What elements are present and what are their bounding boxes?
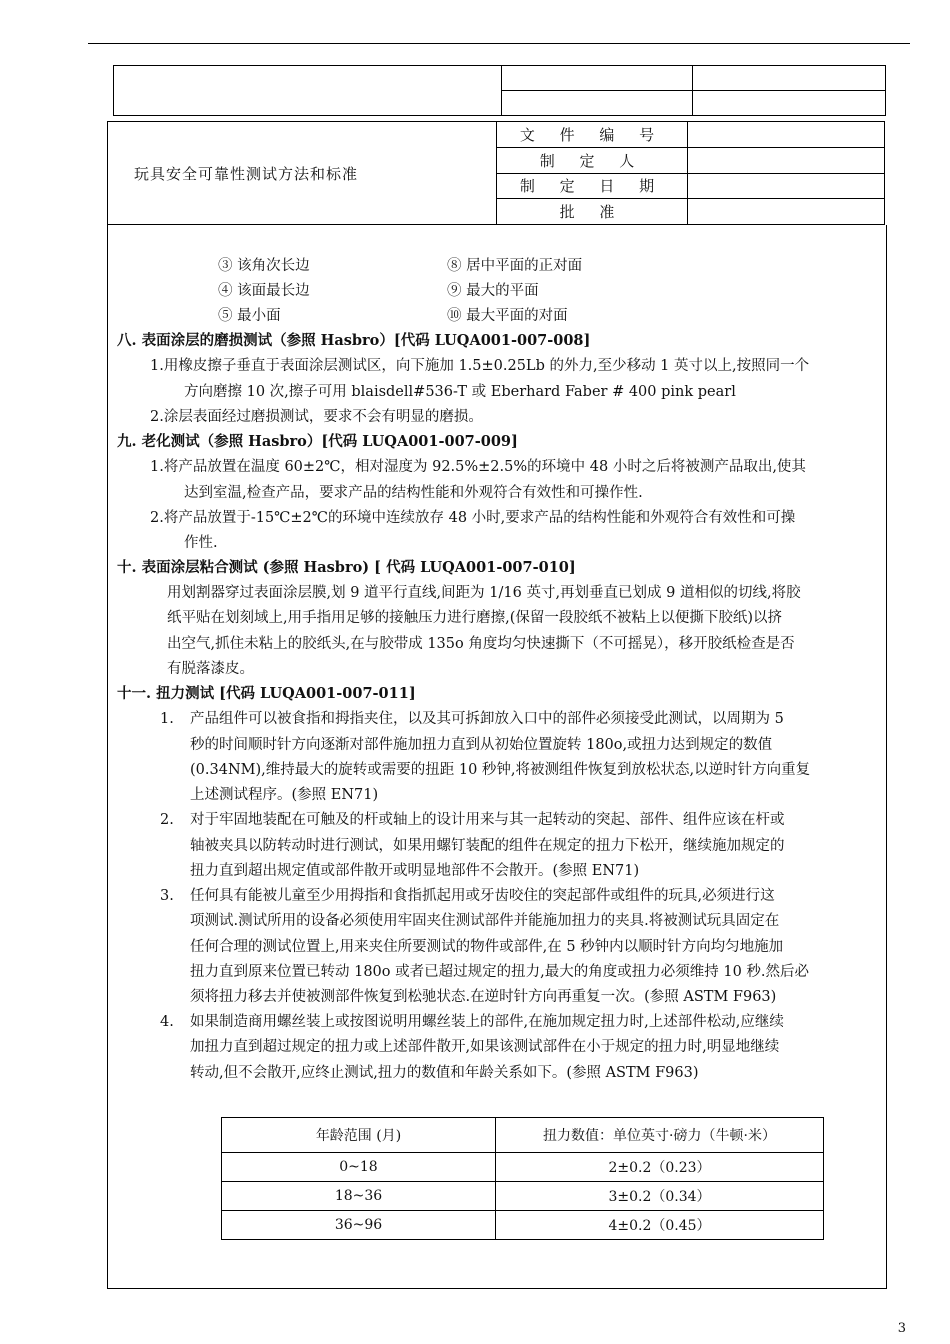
item-1-text: 上述测试程序。(参照 EN71): [190, 787, 379, 803]
item-4-text: 如果制造商用螺丝装上或按图说明用螺丝装上的部件,在施加规定扭力时,上述部件松动,应继续: [190, 1014, 784, 1030]
header-rule: [88, 43, 910, 44]
table-header-torque: 扭力数值：单位英寸·磅力（牛顿·米）: [496, 1118, 824, 1153]
section-10-text: 纸平贴在划刻域上,用手指用足够的接触压力进行磨擦,(保留一段胶纸不被粘上以便撕下胶纸)以挤: [167, 610, 783, 626]
surface-item: ⑩ 最大平面的对面: [447, 308, 568, 324]
revision-table: [113, 65, 886, 116]
section-9-text: 2.将产品放置于-15℃±2℃的环境中连续放存 48 小时,要求产品的结构性能和外观符合有效性和可操: [150, 510, 796, 526]
doc-number-value: [688, 122, 885, 148]
item-3-text: 项测试.测试所用的设备必须使用牢固夹住测试部件并能施加扭力的夹具.将被测试玩具固定在: [190, 913, 780, 929]
torque-table: [221, 1117, 824, 1240]
torque-cell: 4±0.2（0.45）: [496, 1211, 824, 1240]
section-11-title: 十一. 扭力测试 [代码 LUQA001-007-011]: [117, 685, 416, 702]
item-3-text: 扭力直到原来位置已转动 180o 或者已超过规定的扭力,最大的角度或扭力必须维持 10 秒.然后必: [190, 964, 810, 980]
item-2-text: 扭力直到超出规定值或部件散开或明显地部件不会散开。(参照 EN71): [190, 863, 640, 879]
surface-item: ③ 该角次长边: [218, 258, 310, 274]
date-label: 制 定 日 期: [497, 173, 688, 199]
surface-item: ⑤ 最小面: [218, 308, 281, 324]
section-9-text: 1.将产品放置在温度 60±2℃，相对湿度为 92.5%±2.5%的环境中 48 小时之后将被测产品取出,使其: [150, 459, 806, 475]
page-number: 3: [897, 1321, 906, 1336]
section-9-text: 作性.: [184, 535, 218, 551]
table-row: [222, 1182, 824, 1211]
age-cell: 0~18: [222, 1153, 496, 1182]
section-10-text: 出空气,抓住未粘上的胶纸头,在与胶带成 135o 角度均匀快速撕下（不可摇晃），移开胶纸检查是否: [167, 636, 795, 652]
item-number: 4.: [160, 1014, 174, 1030]
item-1-text: 秒的时间顺时针方向逐渐对部件施加扭力直到从初始位置旋转 180o,或扭力达到规定的数值: [190, 737, 773, 753]
table-row: [222, 1153, 824, 1182]
revision-cell: [114, 66, 502, 116]
document-title: 玩具安全可靠性测试方法和标准: [108, 122, 497, 225]
section-10-text: 用划割器穿过表面涂层膜,划 9 道平行直线,间距为 1/16 英寸,再划垂直已划成 9 道相似的切线,将胶: [167, 585, 801, 601]
approval-value: [688, 199, 885, 225]
approval-label: 批 准: [497, 199, 688, 225]
revision-cell: [693, 91, 886, 116]
section-10-title: 十. 表面涂层粘合测试 (参照 Hasbro) [ 代码 LUQA001-007-010]: [117, 559, 576, 576]
surface-item: ⑧ 居中平面的正对面: [447, 258, 583, 274]
item-2-text: 对于牢固地装配在可触及的杆或轴上的设计用来与其一起转动的突起、部件、组件应该在杆或: [190, 812, 785, 828]
table-header-age: 年龄范围 (月): [222, 1118, 496, 1153]
document-header-table: [107, 121, 885, 225]
surface-item: ⑨ 最大的平面: [447, 283, 539, 299]
author-label: 制 定 人: [497, 147, 688, 173]
item-4-text: 转动,但不会散开,应终止测试,扭力的数值和年龄关系如下。(参照 ASTM F963): [190, 1065, 699, 1081]
item-2-text: 轴被夹具以防转动时进行测试，如果用螺钉装配的组件在规定的扭力下松开，继续施加规定的: [190, 838, 785, 854]
revision-cell: [502, 91, 693, 116]
item-number: 3.: [160, 888, 174, 904]
item-4-text: 加扭力直到超过规定的扭力或上述部件散开,如果该测试部件在小于规定的扭力时,明显地继续: [190, 1039, 780, 1055]
revision-cell: [693, 66, 886, 91]
torque-cell: 2±0.2（0.23）: [496, 1153, 824, 1182]
section-9-text: 达到室温,检查产品，要求产品的结构性能和外观符合有效性和可操作性.: [184, 485, 643, 501]
age-cell: 36~96: [222, 1211, 496, 1240]
section-8-title: 八. 表面涂层的磨损测试（参照 Hasbro）[代码 LUQA001-007-008]: [117, 332, 591, 349]
author-value: [688, 147, 885, 173]
date-value: [688, 173, 885, 199]
item-3-text: 须将扭力移去并使被测部件恢复到松驰状态.在逆时针方向再重复一次。(参照 ASTM F963): [190, 989, 777, 1005]
section-9-title: 九. 老化测试（参照 Hasbro）[代码 LUQA001-007-009]: [117, 433, 518, 450]
section-8-text: 2.涂层表面经过磨损测试，要求不会有明显的磨损。: [150, 409, 483, 425]
surface-item: ④ 该面最长边: [218, 283, 310, 299]
item-1-text: (0.34NM),维持最大的旋转或需要的扭距 10 秒钟,将被测组件恢复到放松状态,以逆时针方向重复: [190, 762, 811, 778]
section-10-text: 有脱落漆皮。: [167, 661, 254, 677]
table-row: [222, 1211, 824, 1240]
section-8-text: 方向磨擦 10 次,擦子可用 blaisdell#536-T 或 Eberhard Faber # 400 pink pearl: [184, 384, 736, 400]
item-3-text: 任何合理的测试位置上,用来夹住所要测试的物件或部件,在 5 秒钟内以顺时针方向均匀地施加: [190, 939, 784, 955]
item-1-text: 产品组件可以被食指和拇指夹住，以及其可拆卸放入口中的部件必须接受此测试，以周期为 5: [190, 711, 784, 727]
item-3-text: 任何具有能被儿童至少用拇指和食指抓起用或牙齿咬住的突起部件或组件的玩具,必须进行这: [190, 888, 775, 904]
item-number: 2.: [160, 812, 174, 828]
torque-cell: 3±0.2（0.34）: [496, 1182, 824, 1211]
age-cell: 18~36: [222, 1182, 496, 1211]
section-8-text: 1.用橡皮擦子垂直于表面涂层测试区，向下施加 1.5±0.25Lb 的外力,至少移动 1 英寸以上,按照同一个: [150, 358, 810, 374]
doc-number-label: 文 件 编 号: [497, 122, 688, 148]
item-number: 1.: [160, 711, 174, 727]
revision-cell: [502, 66, 693, 91]
